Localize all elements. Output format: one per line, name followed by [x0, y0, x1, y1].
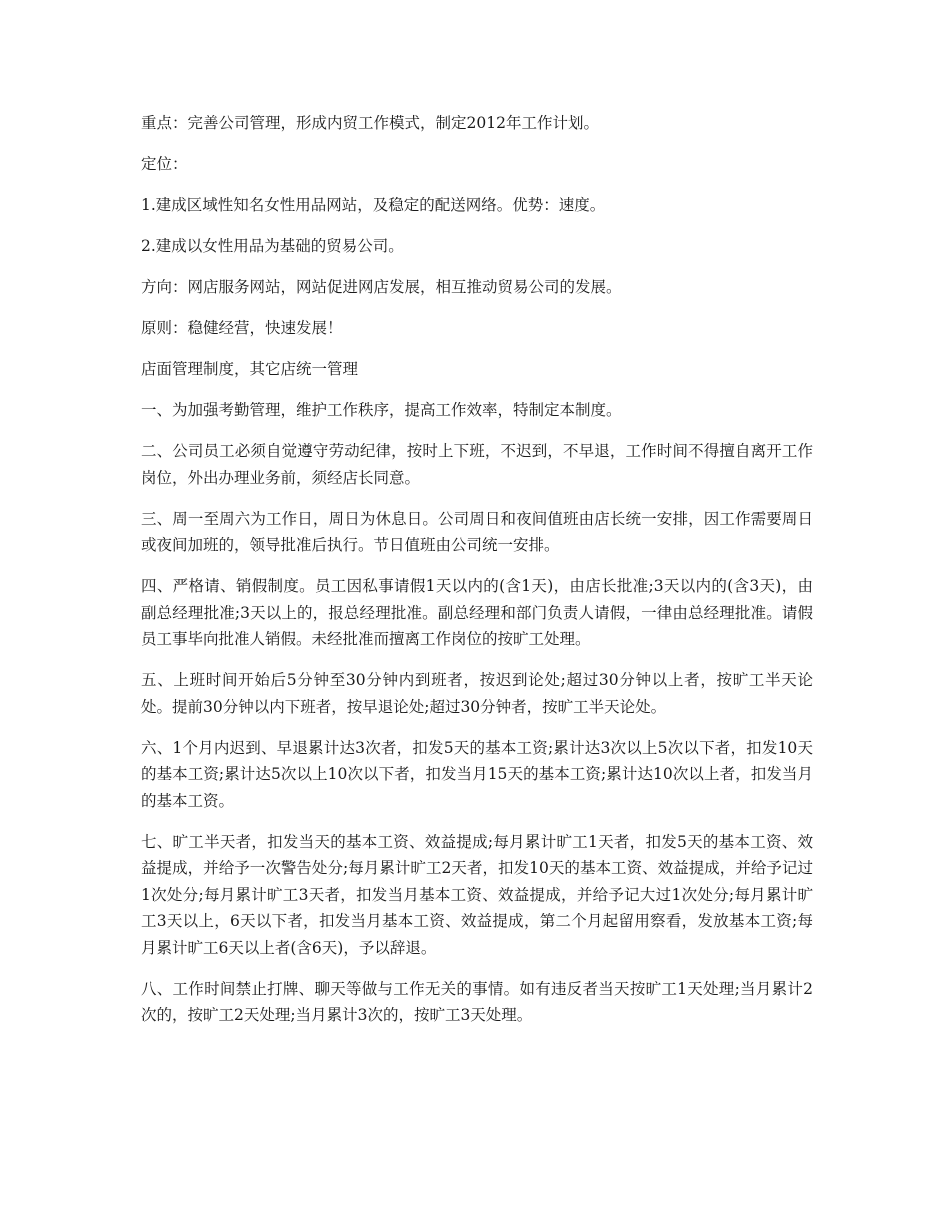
document-body	[141, 110, 813, 1043]
rule-3: 三、周一至周六为工作日，周日为休息日。公司周日和夜间值班由店长统一安排，因工作需要周日或夜间加班的，领导批准后执行。节日值班由公司统一安排。	[141, 509, 813, 554]
rule-1: 一、为加强考勤管理，维护工作秩序，提高工作效率，特制定本制度。	[141, 401, 622, 419]
focus-statement: 重点：完善公司管理，形成内贸工作模式，制定2012年工作计划。	[141, 114, 599, 132]
rule-2: 二、公司员工必须自觉遵守劳动纪律，按时上下班，不迟到，不早退，工作时间不得擅自离开工作岗位，外出办理业务前，须经店长同意。	[141, 442, 813, 487]
rule-7: 七、旷工半天者，扣发当天的基本工资、效益提成;每月累计旷工1天者，扣发5天的基本工资、效益提成，并给予一次警告处分;每月累计旷工2天者，扣发10天的基本工资、效益提成，并给予记过1次处分;每月累计旷工3天者，扣发当月基本工资、效益提成，并给予记大过1次处分;每月累计旷工3天以上，6天以下者，扣发当月基本工资、效益提成，第二个月起留用察看，发放基本工资;每月累计旷工6天以上者(含6天)，予以辞退。	[141, 832, 813, 957]
rule-5: 五、上班时间开始后5分钟至30分钟内到班者，按迟到论处;超过30分钟以上者，按旷工半天论处。提前30分钟以内下班者，按早退论处;超过30分钟者，按旷工半天论处。	[141, 671, 813, 716]
rule-8: 八、工作时间禁止打牌、聊天等做与工作无关的事情。如有违反者当天按旷工1天处理;当月累计2次的，按旷工2天处理;当月累计3次的，按旷工3天处理。	[141, 979, 813, 1024]
rule-6: 六、1个月内迟到、早退累计达3次者，扣发5天的基本工资;累计达3次以上5次以下者，扣发10天的基本工资;累计达5次以上10次以下者，扣发当月15天的基本工资;累计达10次以上者，扣发当月的基本工资。	[141, 738, 813, 810]
rule-4: 四、严格请、销假制度。员工因私事请假1天以内的(含1天)，由店长批准;3天以内的(含3天)，由副总经理批准;3天以上的，报总经理批准。副总经理和部门负责人请假，一律由总经理批准。请假员工事毕向批准人销假。未经批准而擅离工作岗位的按旷工处理。	[141, 577, 813, 648]
store-rules-heading: 店面管理制度，其它店统一管理	[141, 360, 359, 378]
positioning-heading: 定位：	[141, 155, 188, 173]
positioning-item-1: 1.建成区域性知名女性用品网站，及稳定的配送网络。优势：速度。	[141, 196, 606, 214]
positioning-item-2: 2.建成以女性用品为基础的贸易公司。	[141, 237, 404, 255]
principle-statement: 原则：稳健经营，快速发展！	[141, 319, 343, 337]
direction-statement: 方向：网店服务网站，网站促进网店发展，相互推动贸易公司的发展。	[141, 278, 622, 296]
